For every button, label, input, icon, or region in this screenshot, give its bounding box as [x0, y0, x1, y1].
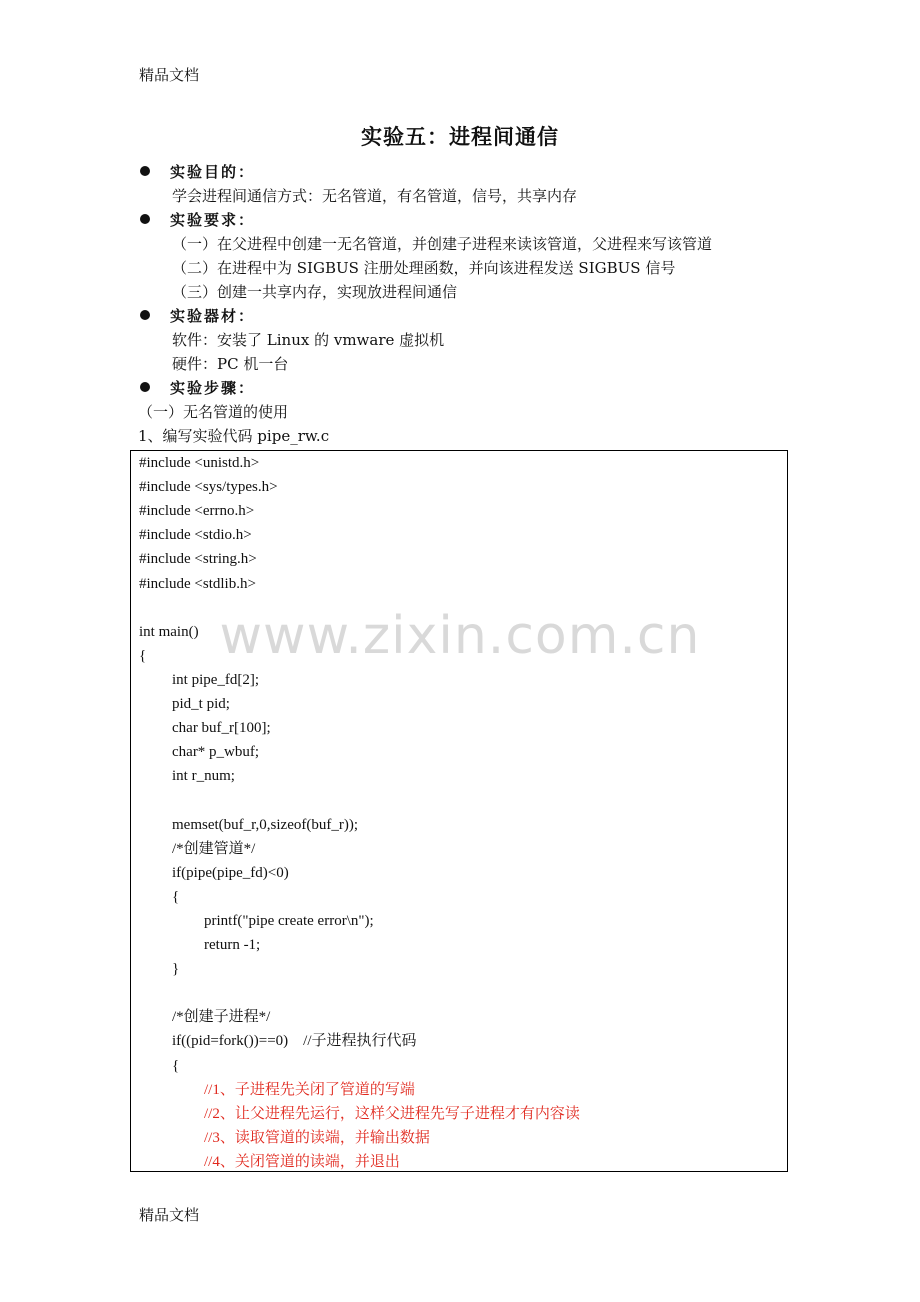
code-line: int pipe_fd[2];	[172, 671, 260, 688]
section-text: （一）在父进程中创建一无名管道，并创建子进程来读该管道，父进程来写该管道	[172, 235, 713, 253]
code-line: #include <string.h>	[139, 551, 257, 568]
code-line: {	[172, 888, 180, 905]
section-text: （二）在进程中为 SIGBUS 注册处理函数，并向该进程发送 SIGBUS 信号	[172, 259, 676, 277]
code-line: #include <sys/types.h>	[139, 479, 278, 496]
page-footer: 精品文档	[139, 1206, 200, 1224]
section-heading-equipment	[140, 306, 255, 326]
code-line: }	[172, 961, 180, 978]
code-line: #include <stdio.h>	[139, 527, 252, 544]
page-header: 精品文档	[139, 66, 200, 84]
code-line: //2、让父进程先运行，这样父进程先写子进程才有内容读	[204, 1105, 580, 1122]
code-line: //4、关闭管道的读端，并退出	[204, 1153, 400, 1170]
code-line: /*创建子进程*/	[172, 1009, 271, 1026]
code-line: int main()	[139, 623, 199, 640]
step-label: 1、编写实验代码 pipe_rw.c	[138, 427, 330, 445]
bullet-icon	[140, 166, 150, 176]
section-heading-text: 实验步骤：	[170, 379, 256, 397]
document-title: 实验五：进程间通信	[361, 124, 559, 149]
section-heading-purpose	[140, 162, 255, 182]
code-line: //3、读取管道的读端，并输出数据	[204, 1129, 430, 1146]
code-line: #include <errno.h>	[139, 503, 255, 520]
code-box	[130, 450, 788, 1172]
code-line: //1、子进程先关闭了管道的写端	[204, 1081, 415, 1098]
code-line: #include <unistd.h>	[139, 455, 260, 471]
code-line: /*创建管道*/	[172, 840, 256, 857]
code-line: pid_t pid;	[172, 696, 230, 712]
subsection-title: （一）无名管道的使用	[138, 403, 289, 421]
bullet-icon	[140, 310, 150, 320]
bullet-icon	[140, 382, 150, 392]
code-line: char buf_r[100];	[172, 720, 271, 737]
bullet-icon	[140, 214, 150, 224]
section-text: （三）创建一共享内存，实现放进程间通信	[172, 283, 458, 301]
code-line: #include <stdlib.h>	[139, 575, 256, 592]
code-line: memset(buf_r,0,sizeof(buf_r));	[172, 816, 358, 833]
watermark: www.zixin.com.cn	[219, 606, 701, 666]
code-line: if((pid=fork())==0) //子进程执行代码	[172, 1033, 417, 1050]
code-line: if(pipe(pipe_fd)<0)	[172, 864, 289, 881]
code-line: printf("pipe create error\n");	[204, 912, 374, 929]
code-line: char* p_wbuf;	[172, 744, 260, 761]
section-heading-steps	[140, 378, 255, 398]
section-text: 硬件：PC 机一台	[172, 355, 289, 373]
section-text: 软件：安装了 Linux 的 vmware 虚拟机	[172, 331, 445, 349]
code-line: return -1;	[204, 937, 261, 953]
code-line: {	[139, 647, 147, 664]
section-heading-text: 实验目的：	[170, 163, 256, 181]
code-line: {	[172, 1057, 180, 1074]
section-heading-text: 实验要求：	[170, 211, 256, 229]
code-line: int r_num;	[172, 768, 235, 785]
section-heading-requirements	[140, 210, 255, 230]
section-text: 学会进程间通信方式：无名管道，有名管道，信号，共享内存	[172, 187, 578, 205]
section-heading-text: 实验器材：	[170, 307, 256, 325]
